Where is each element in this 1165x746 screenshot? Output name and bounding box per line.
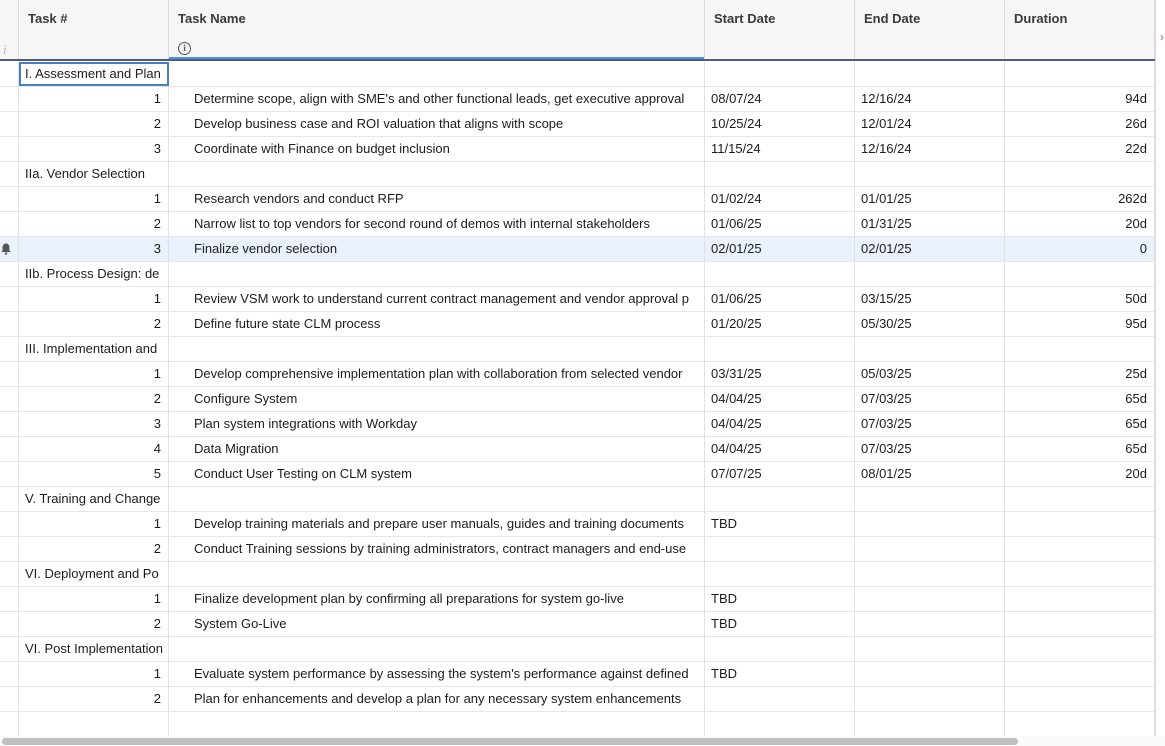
task-number[interactable]: 2: [19, 112, 169, 136]
start-date[interactable]: [705, 62, 855, 86]
task-name[interactable]: Develop business case and ROI valuation that aligns with scope: [169, 112, 705, 136]
section-label[interactable]: III. Implementation and: [19, 337, 169, 361]
column-header-task-name[interactable]: [169, 0, 705, 60]
task-number[interactable]: 3: [19, 237, 169, 261]
task-name[interactable]: Define future state CLM process: [169, 312, 705, 336]
info-icon[interactable]: i: [178, 42, 191, 55]
start-date[interactable]: [705, 637, 855, 661]
row-gutter[interactable]: [0, 62, 19, 86]
duration[interactable]: 94d: [1005, 87, 1155, 111]
task-number[interactable]: 1: [19, 587, 169, 611]
duration[interactable]: 26d: [1005, 112, 1155, 136]
end-date[interactable]: [855, 262, 1005, 286]
column-header-start-date[interactable]: [705, 0, 855, 60]
row-gutter[interactable]: [0, 237, 19, 261]
duration[interactable]: 65d: [1005, 387, 1155, 411]
duration[interactable]: 0: [1005, 237, 1155, 261]
bell-icon[interactable]: [1, 243, 11, 255]
task-number[interactable]: 2: [19, 537, 169, 561]
table-row[interactable]: [0, 612, 1155, 637]
end-date[interactable]: [855, 62, 1005, 86]
end-date[interactable]: 05/03/25: [855, 362, 1005, 386]
start-date[interactable]: 10/25/24: [705, 112, 855, 136]
task-name[interactable]: Determine scope, align with SME's and other functional leads, get executive approval: [169, 87, 705, 111]
start-date[interactable]: TBD: [705, 587, 855, 611]
start-date[interactable]: 04/04/25: [705, 387, 855, 411]
section-label[interactable]: IIa. Vendor Selection: [19, 162, 169, 186]
duration[interactable]: [1005, 62, 1155, 86]
task-name[interactable]: Develop training materials and prepare user manuals, guides and training documents: [169, 512, 705, 536]
section-label[interactable]: I. Assessment and Plan: [19, 62, 169, 86]
task-name[interactable]: System Go-Live: [169, 612, 705, 636]
table-row[interactable]: [0, 362, 1155, 387]
task-name[interactable]: Develop comprehensive implementation plan with collaboration from selected vendor: [169, 362, 705, 386]
duration[interactable]: [1005, 637, 1155, 661]
end-date[interactable]: [855, 587, 1005, 611]
task-name-cell[interactable]: [169, 487, 705, 511]
duration[interactable]: 20d: [1005, 462, 1155, 486]
start-date[interactable]: [705, 262, 855, 286]
row-gutter[interactable]: [0, 87, 19, 111]
table-row[interactable]: [0, 512, 1155, 537]
end-date[interactable]: [855, 637, 1005, 661]
end-date[interactable]: [855, 562, 1005, 586]
duration[interactable]: [1005, 262, 1155, 286]
row-gutter[interactable]: [0, 162, 19, 186]
row-gutter[interactable]: [0, 687, 19, 711]
header-divider: [0, 59, 1155, 61]
task-name[interactable]: Review VSM work to understand current contract management and vendor approval p: [169, 287, 705, 311]
table-row[interactable]: [0, 662, 1155, 687]
start-date[interactable]: 04/04/25: [705, 412, 855, 436]
scrollbar-thumb[interactable]: [2, 738, 1018, 745]
row-gutter[interactable]: [0, 212, 19, 236]
duration[interactable]: [1005, 687, 1155, 711]
table-row[interactable]: [0, 312, 1155, 337]
task-name[interactable]: Conduct Training sessions by training administrators, contract managers and end-use: [169, 537, 705, 561]
section-label[interactable]: VI. Post Implementation: [19, 637, 169, 661]
row-gutter[interactable]: [0, 612, 19, 636]
end-date[interactable]: [855, 662, 1005, 686]
row-gutter[interactable]: [0, 437, 19, 461]
table-row[interactable]: [0, 112, 1155, 137]
start-date[interactable]: [705, 687, 855, 711]
end-date[interactable]: 02/01/25: [855, 237, 1005, 261]
start-date[interactable]: 08/07/24: [705, 87, 855, 111]
start-date[interactable]: [705, 562, 855, 586]
start-date[interactable]: TBD: [705, 512, 855, 536]
row-gutter[interactable]: [0, 412, 19, 436]
section-row[interactable]: [0, 262, 1155, 287]
end-date[interactable]: 01/01/25: [855, 187, 1005, 211]
start-date[interactable]: 02/01/25: [705, 237, 855, 261]
table-row[interactable]: [0, 387, 1155, 412]
grid-right-edge: [1155, 0, 1156, 736]
section-row[interactable]: [0, 487, 1155, 512]
column-header-duration[interactable]: [1005, 0, 1155, 60]
task-name[interactable]: Configure System: [169, 387, 705, 411]
end-date[interactable]: 12/16/24: [855, 87, 1005, 111]
task-name[interactable]: Finalize development plan by confirming all preparations for system go-live: [169, 587, 705, 611]
task-name[interactable]: Conduct User Testing on CLM system: [169, 462, 705, 486]
task-name[interactable]: Data Migration: [169, 437, 705, 461]
section-row[interactable]: [0, 162, 1155, 187]
section-row[interactable]: [0, 62, 1155, 87]
start-date[interactable]: 01/06/25: [705, 287, 855, 311]
task-name[interactable]: Research vendors and conduct RFP: [169, 187, 705, 211]
empty-row: [0, 712, 1155, 736]
row-gutter[interactable]: [0, 187, 19, 211]
table-row[interactable]: [0, 587, 1155, 612]
duration[interactable]: [1005, 487, 1155, 511]
column-header-end-date[interactable]: [855, 0, 1005, 60]
task-name[interactable]: Coordinate with Finance on budget inclusion: [169, 137, 705, 161]
duration[interactable]: 95d: [1005, 312, 1155, 336]
start-date[interactable]: 11/15/24: [705, 137, 855, 161]
start-date[interactable]: 07/07/25: [705, 462, 855, 486]
end-date[interactable]: 12/01/24: [855, 112, 1005, 136]
duration[interactable]: [1005, 537, 1155, 561]
duration[interactable]: [1005, 337, 1155, 361]
task-number[interactable]: 5: [19, 462, 169, 486]
section-label[interactable]: IIb. Process Design: de: [19, 262, 169, 286]
column-header-label: Start Date: [714, 11, 776, 26]
task-name[interactable]: Plan system integrations with Workday: [169, 412, 705, 436]
table-row[interactable]: [0, 537, 1155, 562]
task-name-cell[interactable]: [169, 262, 705, 286]
column-header-label: Task Name: [178, 11, 246, 26]
task-name[interactable]: Narrow list to top vendors for second round of demos with internal stakeholders: [169, 212, 705, 236]
start-date[interactable]: TBD: [705, 662, 855, 686]
section-row[interactable]: [0, 637, 1155, 662]
end-date[interactable]: [855, 612, 1005, 636]
end-date[interactable]: 03/15/25: [855, 287, 1005, 311]
row-gutter[interactable]: [0, 512, 19, 536]
task-number[interactable]: 4: [19, 437, 169, 461]
task-number[interactable]: 1: [19, 662, 169, 686]
column-header-label: Duration: [1014, 11, 1068, 26]
row-gutter[interactable]: [0, 637, 19, 661]
task-number[interactable]: 2: [19, 687, 169, 711]
end-date[interactable]: [855, 537, 1005, 561]
end-date[interactable]: 12/16/24: [855, 137, 1005, 161]
table-row[interactable]: [0, 287, 1155, 312]
row-gutter[interactable]: [0, 587, 19, 611]
row-gutter[interactable]: [0, 137, 19, 161]
row-gutter[interactable]: [0, 487, 19, 511]
column-header-label: Task #: [28, 11, 68, 26]
duration[interactable]: [1005, 512, 1155, 536]
row-gutter[interactable]: [0, 387, 19, 411]
start-date[interactable]: [705, 537, 855, 561]
row-gutter[interactable]: [0, 287, 19, 311]
task-number[interactable]: 1: [19, 362, 169, 386]
task-number[interactable]: 2: [19, 212, 169, 236]
end-date[interactable]: 07/03/25: [855, 387, 1005, 411]
column-header-label: End Date: [864, 11, 921, 26]
task-name-cell[interactable]: [169, 637, 705, 661]
table-row[interactable]: [0, 237, 1155, 262]
end-date[interactable]: 08/01/25: [855, 462, 1005, 486]
end-date[interactable]: [855, 687, 1005, 711]
table-row[interactable]: [0, 212, 1155, 237]
section-label[interactable]: VI. Deployment and Po: [19, 562, 169, 586]
grid-rows: [0, 62, 1155, 712]
row-gutter[interactable]: [0, 362, 19, 386]
row-gutter[interactable]: [0, 462, 19, 486]
end-date[interactable]: 07/03/25: [855, 437, 1005, 461]
task-number[interactable]: 1: [19, 287, 169, 311]
duration[interactable]: [1005, 662, 1155, 686]
start-date[interactable]: [705, 337, 855, 361]
task-name-cell[interactable]: [169, 337, 705, 361]
red-indicator-icon: ›: [1160, 30, 1164, 44]
task-name[interactable]: Evaluate system performance by assessing the system's performance against defined: [169, 662, 705, 686]
task-number[interactable]: 1: [19, 187, 169, 211]
section-row[interactable]: [0, 562, 1155, 587]
duration[interactable]: 65d: [1005, 437, 1155, 461]
duration[interactable]: 65d: [1005, 412, 1155, 436]
end-date[interactable]: [855, 162, 1005, 186]
task-number[interactable]: 1: [19, 512, 169, 536]
start-date[interactable]: 01/06/25: [705, 212, 855, 236]
duration[interactable]: 262d: [1005, 187, 1155, 211]
task-name-cell[interactable]: [169, 162, 705, 186]
grid-header: [0, 0, 1155, 60]
task-number[interactable]: 2: [19, 312, 169, 336]
row-gutter[interactable]: [0, 662, 19, 686]
table-row[interactable]: [0, 87, 1155, 112]
row-info-icon: i: [3, 42, 7, 57]
start-date[interactable]: [705, 487, 855, 511]
row-gutter[interactable]: [0, 262, 19, 286]
end-date[interactable]: [855, 512, 1005, 536]
start-date[interactable]: 04/04/25: [705, 437, 855, 461]
row-gutter[interactable]: [0, 562, 19, 586]
duration[interactable]: [1005, 562, 1155, 586]
task-name-cell[interactable]: [169, 562, 705, 586]
column-header-task-num[interactable]: [19, 0, 169, 60]
start-date[interactable]: 01/20/25: [705, 312, 855, 336]
section-label[interactable]: V. Training and Change: [19, 487, 169, 511]
task-number[interactable]: 2: [19, 612, 169, 636]
task-name[interactable]: Plan for enhancements and develop a plan for any necessary system enhancements: [169, 687, 705, 711]
end-date[interactable]: 07/03/25: [855, 412, 1005, 436]
duration[interactable]: 22d: [1005, 137, 1155, 161]
duration[interactable]: 50d: [1005, 287, 1155, 311]
task-number[interactable]: 1: [19, 87, 169, 111]
task-number[interactable]: 3: [19, 137, 169, 161]
end-date[interactable]: [855, 487, 1005, 511]
duration[interactable]: [1005, 162, 1155, 186]
duration[interactable]: [1005, 612, 1155, 636]
duration[interactable]: 25d: [1005, 362, 1155, 386]
row-gutter[interactable]: [0, 112, 19, 136]
task-number[interactable]: 2: [19, 387, 169, 411]
table-row[interactable]: [0, 437, 1155, 462]
end-date[interactable]: 01/31/25: [855, 212, 1005, 236]
table-row[interactable]: [0, 187, 1155, 212]
table-row[interactable]: [0, 137, 1155, 162]
start-date[interactable]: 01/02/24: [705, 187, 855, 211]
table-row[interactable]: [0, 462, 1155, 487]
start-date[interactable]: [705, 162, 855, 186]
row-header-col: [0, 0, 19, 60]
task-name-cell[interactable]: [169, 62, 705, 86]
row-gutter[interactable]: [0, 337, 19, 361]
end-date[interactable]: [855, 337, 1005, 361]
row-gutter[interactable]: [0, 537, 19, 561]
section-row[interactable]: [0, 337, 1155, 362]
duration[interactable]: 20d: [1005, 212, 1155, 236]
task-name[interactable]: Finalize vendor selection: [169, 237, 705, 261]
table-row[interactable]: [0, 412, 1155, 437]
row-gutter[interactable]: [0, 312, 19, 336]
end-date[interactable]: 05/30/25: [855, 312, 1005, 336]
task-number[interactable]: 3: [19, 412, 169, 436]
start-date[interactable]: 03/31/25: [705, 362, 855, 386]
start-date[interactable]: TBD: [705, 612, 855, 636]
table-row[interactable]: [0, 687, 1155, 712]
duration[interactable]: [1005, 587, 1155, 611]
